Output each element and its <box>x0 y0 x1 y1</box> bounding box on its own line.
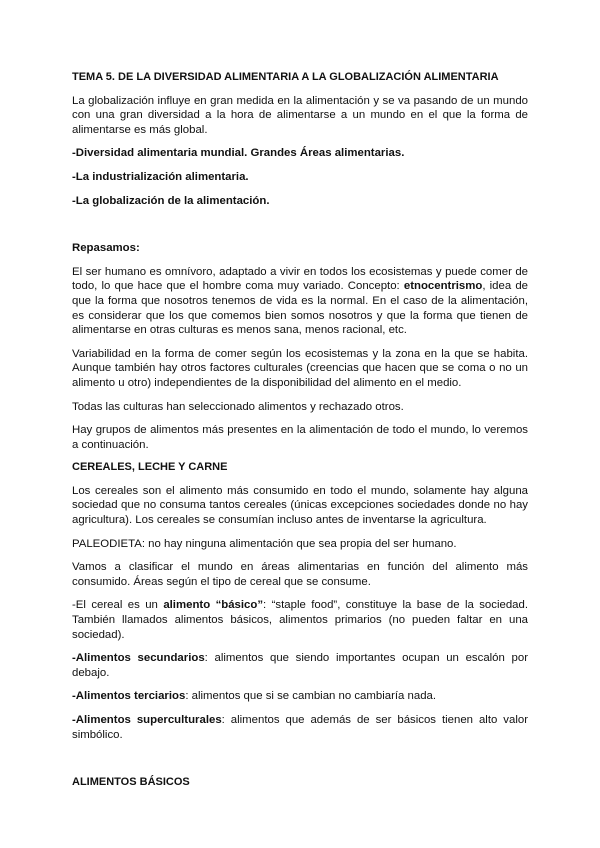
secundarios-paragraph: -Alimentos secundarios: alimentos que siendo importantes ocupan un escalón por debajo. <box>72 652 529 679</box>
etnocentrismo-term: etnocentrismo <box>403 280 483 293</box>
cereales-paragraph: Los cereales son el alimento más consumido en todo el mundo, solamente hay alguna sociedad que no consuma tantos cereales (únicas excepciones sociedades donde no hay agricultura). Los cereales se consumían incluso antes de inventarse la agricultura. <box>72 484 528 527</box>
topic-item: -Diversidad alimentaria mundial. Grandes Áreas alimentarias. <box>72 147 405 160</box>
basicos-heading: ALIMENTOS BÁSICOS <box>72 776 190 789</box>
cereales-heading: CEREALES, LECHE Y CARNE <box>72 461 228 474</box>
repasamos-heading: Repasamos: <box>72 242 140 255</box>
document-page <box>72 70 528 790</box>
topic-item: -La globalización de la alimentación. <box>72 194 270 207</box>
topic-item: -La industrialización alimentaria. <box>72 170 249 183</box>
areas-paragraph: Vamos a clasificar el mundo en áreas alimentarias en función del alimento más consumido. Áreas según el tipo de cereal que se consume. <box>72 561 528 588</box>
superculturales-paragraph: -Alimentos superculturales: alimentos que además de ser básicos tienen alto valor simbólico. <box>72 714 528 741</box>
repasamos-paragraph: El ser humano es omnívoro, adaptado a vivir en todos los ecosistemas y puede comer de todo, lo que hace que el hombre coma muy variado. Concepto: etnocentrismo, idea de que la forma que nosotros tenemos de vida es la normal. En el caso de la alimentación, es considerar que los que comemos bien somos nosotros y que la forma que tienen de alimentarse en otras culturas es menos sana, menos racional, etc. <box>72 265 529 337</box>
intro-paragraph: La globalización influye en gran medida en la alimentación y se va pasando de un mundo con una gran diversidad a la hora de alimentarse a un mundo en el que la forma de alimentarse es más global. <box>72 94 528 136</box>
terciarios-paragraph: -Alimentos terciarios: alimentos que si se cambian no cambiaría nada. <box>72 690 437 703</box>
culturas-paragraph: Todas las culturas han seleccionado alimentos y rechazado otros. <box>72 400 404 413</box>
grupos-paragraph: Hay grupos de alimentos más presentes en la alimentación de todo el mundo, lo veremos a continuación. <box>72 424 528 451</box>
alimento-basico-term: alimento “básico” <box>163 599 264 612</box>
page-title: TEMA 5. DE LA DIVERSIDAD ALIMENTARIA A LA GLOBALIZACIÓN ALIMENTARIA <box>72 71 499 83</box>
variabilidad-paragraph: Variabilidad en la forma de comer según los ecosistemas y la zona en la que se habita. Aunque también hay otros factores culturales (creencias que hacen que se coma o no un alimento u otro) independientes de la disponibilidad del alimento en el medio. <box>72 347 528 389</box>
paleodieta-paragraph: PALEODIETA: no hay ninguna alimentación que sea propia del ser humano. <box>72 537 457 550</box>
alimento-basico-paragraph: -El cereal es un alimento “básico”: “staple food”, constituye la base de la sociedad. También llamados alimentos básicos, alimentos primarios (no pueden faltar en una sociedad). <box>72 599 528 641</box>
